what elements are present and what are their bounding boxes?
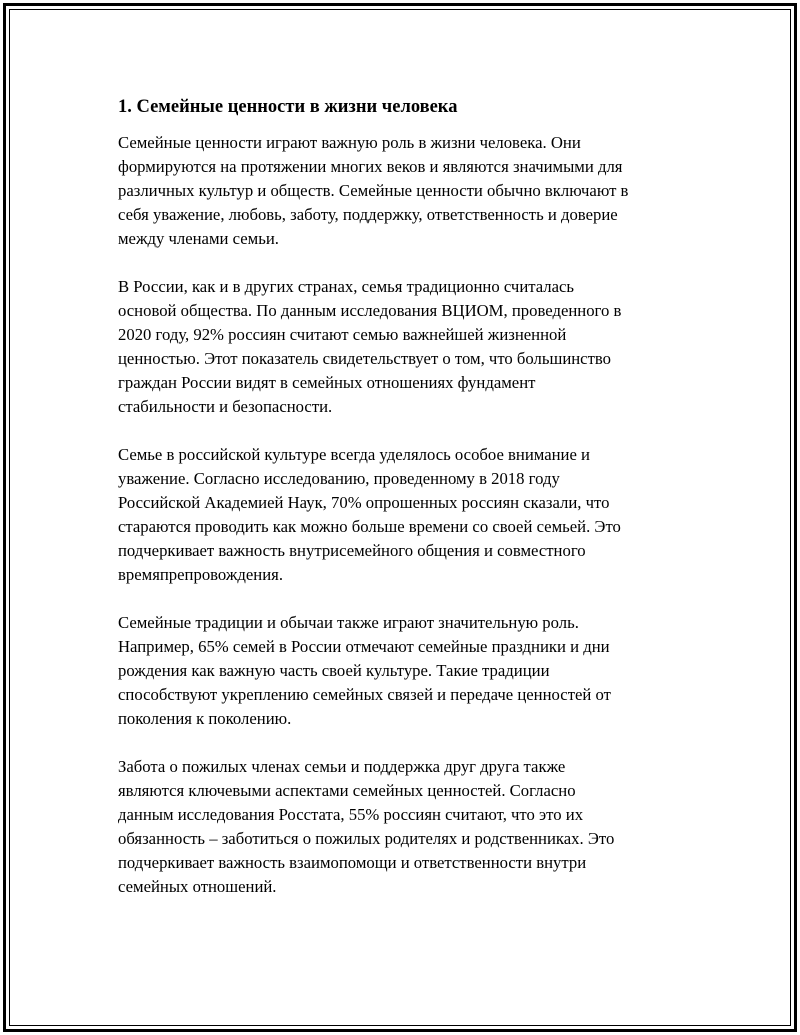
text-line: являются ключевыми аспектами семейных ценностей. Согласно	[118, 781, 576, 800]
text-line: времяпрепровождения.	[118, 565, 283, 584]
text-line: Семейные традиции и обычаи также играют значительную роль.	[118, 613, 579, 632]
paragraph-family-values-intro	[118, 131, 698, 251]
text-line: 2020 году, 92% россиян считают семью важнейшей жизненной	[118, 325, 567, 344]
text-line: Забота о пожилых членах семьи и поддержка друг друга также	[118, 757, 566, 776]
text-line: Семье в российской культуре всегда уделялось особое внимание и	[118, 445, 590, 464]
paragraph-russia-vciom	[118, 275, 698, 419]
text-line: уважение. Согласно исследованию, проведенному в 2018 году	[118, 469, 560, 488]
text-line: подчеркивает важность взаимопомощи и ответственности внутри	[118, 853, 587, 872]
section-heading: 1. Семейные ценности в жизни человека	[118, 97, 458, 117]
text-line: семейных отношений.	[118, 877, 277, 896]
text-line: граждан России видят в семейных отношениях фундамент	[118, 373, 536, 392]
paragraph-academy-survey	[118, 443, 698, 587]
text-line: стараются проводить как можно больше времени со своей семьей. Это	[118, 517, 621, 536]
text-line: способствуют укреплению семейных связей и передаче ценностей от	[118, 685, 611, 704]
text-line: обязанность – заботиться о пожилых родителях и родственниках. Это	[118, 829, 615, 848]
text-line: ценностью. Этот показатель свидетельствует о том, что большинство	[118, 349, 611, 368]
paragraph-elderly-care	[118, 755, 698, 899]
document-body	[118, 96, 698, 923]
text-line: между членами семьи.	[118, 229, 279, 248]
text-line: Российской Академией Наук, 70% опрошенных россиян сказали, что	[118, 493, 610, 512]
text-line: различных культур и обществ. Семейные ценности обычно включают в	[118, 181, 629, 200]
text-line: Семейные ценности играют важную роль в жизни человека. Они	[118, 133, 581, 152]
text-line: В России, как и в других странах, семья традиционно считалась	[118, 277, 575, 296]
text-line: себя уважение, любовь, заботу, поддержку, ответственность и доверие	[118, 205, 618, 224]
text-line: рождения как важную часть своей культуре. Такие традиции	[118, 661, 550, 680]
text-line: данным исследования Росстата, 55% россиян считают, что это их	[118, 805, 584, 824]
text-line: стабильности и безопасности.	[118, 397, 333, 416]
text-line: формируются на протяжении многих веков и являются значимыми для	[118, 157, 623, 176]
text-line: подчеркивает важность внутрисемейного общения и совместного	[118, 541, 586, 560]
text-line: основой общества. По данным исследования ВЦИОМ, проведенного в	[118, 301, 622, 320]
text-line: Например, 65% семей в России отмечают семейные праздники и дни	[118, 637, 610, 656]
paragraph-traditions	[118, 611, 698, 731]
text-line: поколения к поколению.	[118, 709, 292, 728]
